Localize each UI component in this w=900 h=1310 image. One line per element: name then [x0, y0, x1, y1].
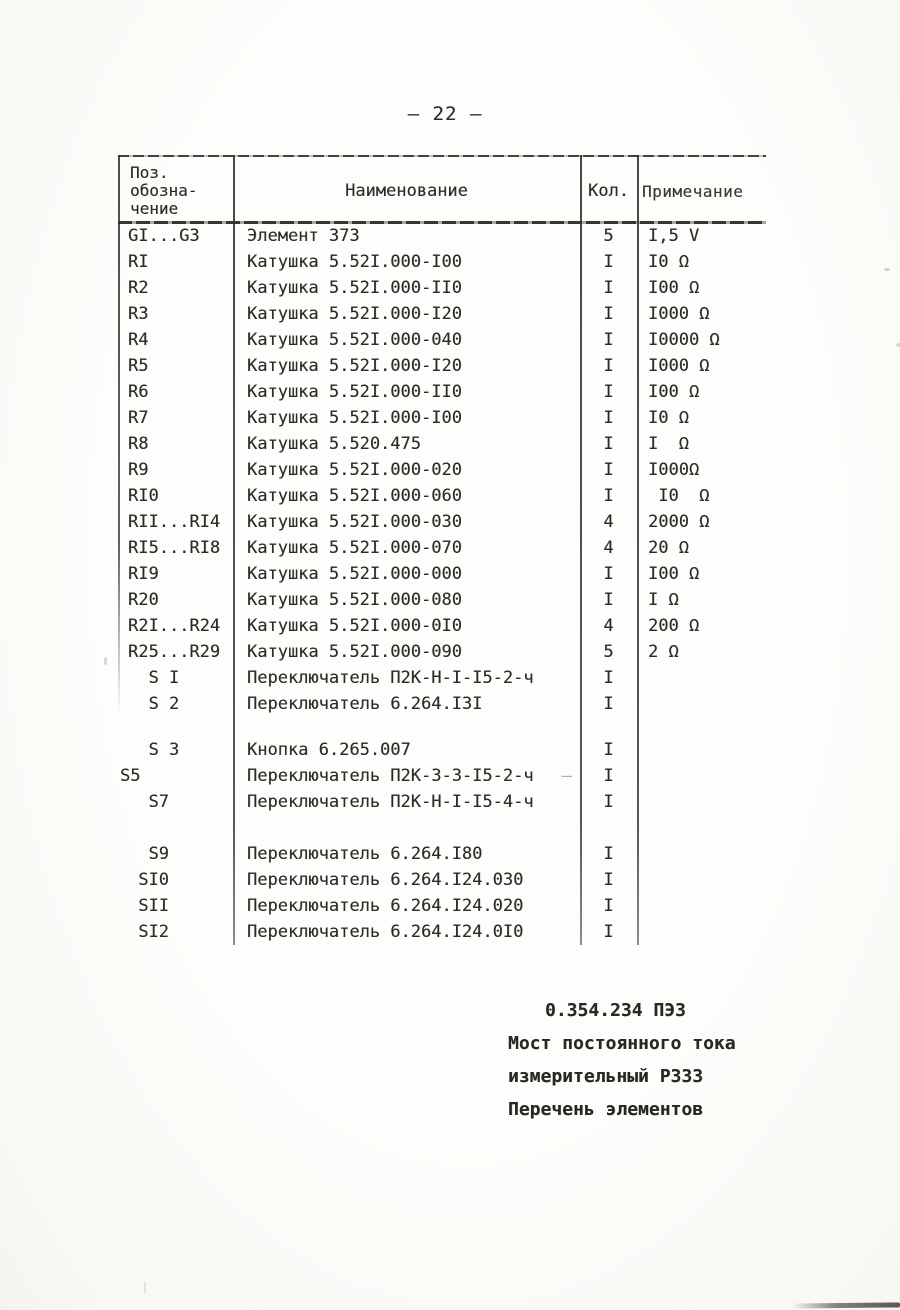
row-pos-designator: S9	[128, 844, 169, 864]
row-name: Катушка 5.52I.000-070	[247, 538, 462, 558]
parts-list-table	[118, 155, 766, 945]
row-name: Катушка 5.52I.000-080	[247, 590, 462, 610]
row-qty: I	[603, 668, 614, 688]
scan-speck	[896, 343, 900, 347]
row-qty: I	[603, 460, 614, 480]
table-row	[118, 535, 766, 561]
table-row	[118, 509, 766, 535]
row-qty: I	[603, 844, 614, 864]
row-name: Переключатель 6.264.I24.030	[247, 870, 524, 890]
row-pos-designator: SI2	[128, 922, 169, 942]
table-row	[118, 301, 766, 327]
row-note	[637, 789, 648, 815]
row-name: Переключатель П2К-3-3-I5-2-ч –	[233, 763, 580, 789]
row-pos-designator: R20	[128, 590, 159, 610]
row-pos-designator: RI0	[128, 486, 159, 506]
table-row	[118, 737, 766, 763]
row-pos-designator: R2	[128, 278, 149, 298]
table-row	[118, 665, 766, 691]
row-note	[637, 665, 648, 691]
row-qty: 4	[603, 616, 614, 636]
row-pos-designator: RI9	[128, 564, 159, 584]
row-note	[637, 867, 648, 893]
row-note	[637, 763, 648, 789]
row-qty: I	[603, 590, 614, 610]
table-row	[118, 457, 766, 483]
row-note: 200 Ω	[648, 616, 700, 636]
row-name: Катушка 5.52I.000-I20	[247, 356, 462, 376]
table-row	[118, 405, 766, 431]
row-pos-designator: SII	[128, 896, 169, 916]
row-pos-designator: RI5...RI8	[128, 538, 221, 558]
table-row	[118, 789, 766, 815]
table-row	[118, 893, 766, 919]
column-header-name: Наименование	[345, 181, 468, 201]
row-name: Катушка 5.52I.000-I00	[247, 408, 462, 428]
row-note: I00 Ω	[648, 382, 700, 402]
row-note: I0 Ω	[648, 486, 710, 506]
row-name: Переключатель 6.264.I3I	[247, 694, 483, 714]
table-row	[118, 639, 766, 665]
row-qty: I	[603, 792, 614, 812]
row-name: Переключатель П2К-Н-I-I5-2-ч	[247, 668, 534, 688]
row-note: I000 Ω	[648, 356, 710, 376]
document-title-line2: измерительный Р333	[508, 1066, 704, 1087]
row-pos-designator: R9	[128, 460, 149, 480]
row-pos-designator: S 2	[128, 694, 180, 714]
scan-speck	[144, 1282, 146, 1293]
column-header-pos-designator	[130, 164, 197, 218]
row-name: Катушка 5.52I.000-060	[247, 486, 462, 506]
row-note: I00 Ω	[648, 278, 700, 298]
row-pos-designator: R5	[128, 356, 149, 376]
row-qty: 4	[603, 512, 614, 532]
table-row	[118, 841, 766, 867]
column-header-pos-line1: Поз.	[130, 163, 169, 182]
row-qty: I	[603, 382, 614, 402]
row-pos-designator: R4	[128, 330, 149, 350]
row-note: 2 Ω	[648, 642, 679, 662]
document-title-line3: Перечень элементов	[508, 1099, 704, 1120]
row-pos-designator: RI	[128, 252, 149, 272]
row-name: Катушка 5.520.475	[247, 434, 421, 454]
table-row	[118, 379, 766, 405]
row-qty: I	[603, 252, 614, 272]
row-pos-designator: R3	[128, 304, 149, 324]
row-name: Переключатель П2К-Н-I-I5-4-ч	[247, 792, 534, 812]
column-header-pos-line2: обозна-	[130, 181, 198, 200]
row-qty: I	[603, 278, 614, 298]
column-header-qty: Кол.	[588, 181, 629, 201]
row-note	[637, 919, 648, 945]
row-note: I000 Ω	[648, 304, 710, 324]
row-pos-designator: RII...RI4	[128, 512, 221, 532]
table-row	[118, 561, 766, 587]
table-row	[118, 327, 766, 353]
row-name: Катушка 5.52I.000-II0	[247, 278, 462, 298]
row-name: Катушка 5.52I.000-030	[247, 512, 462, 532]
row-note: 2000 Ω	[648, 512, 710, 532]
table-row	[118, 867, 766, 893]
table-top-border	[118, 155, 766, 157]
row-pos-designator: R25...R29	[128, 642, 221, 662]
row-name: Элемент 373	[247, 226, 360, 246]
row-qty: 5	[603, 226, 614, 246]
table-row	[118, 483, 766, 509]
document-code: 0.354.234 ПЭЗ	[545, 1000, 686, 1021]
column-header-note: Примечание	[642, 182, 744, 201]
row-name: Катушка 5.52I.000-040	[247, 330, 462, 350]
row-name: Катушка 5.52I.000-I00	[247, 252, 462, 272]
row-note: I0000 Ω	[648, 330, 720, 350]
row-name: Катушка 5.52I.000-000	[247, 564, 462, 584]
row-qty: I	[603, 922, 614, 942]
row-pos-designator: R6	[128, 382, 149, 402]
row-pos-designator: SI0	[128, 870, 169, 890]
row-qty: I	[603, 356, 614, 376]
row-note: I00 Ω	[648, 564, 700, 584]
page-number: – 22 –	[407, 103, 483, 125]
row-name: Катушка 5.52I.000-0I0	[247, 616, 462, 636]
row-note: I000Ω	[648, 460, 700, 480]
row-pos-designator: S5	[120, 766, 141, 786]
document-title-line1: Мост постоянного тока	[508, 1033, 736, 1054]
row-note	[637, 893, 648, 919]
row-note	[637, 841, 648, 867]
table-row	[118, 249, 766, 275]
row-name: Кнопка 6.265.007	[247, 740, 411, 760]
table-row	[118, 691, 766, 717]
row-note: I0 Ω	[648, 408, 689, 428]
row-pos-designator: R7	[128, 408, 149, 428]
row-qty: I	[603, 870, 614, 890]
row-note: I0 Ω	[648, 252, 689, 272]
row-qty: I	[603, 408, 614, 428]
row-qty: I	[603, 486, 614, 506]
row-note	[637, 737, 648, 763]
scan-speck	[104, 657, 107, 665]
row-qty: 5	[603, 642, 614, 662]
row-note: 20 Ω	[648, 538, 689, 558]
row-name: Переключатель 6.264.I80	[247, 844, 483, 864]
row-name: Катушка 5.52I.000-090	[247, 642, 462, 662]
row-name: Катушка 5.52I.000-I20	[247, 304, 462, 324]
row-pos-designator: S7	[128, 792, 169, 812]
row-note: I Ω	[648, 590, 679, 610]
row-qty: I	[603, 434, 614, 454]
row-qty: 4	[603, 538, 614, 558]
row-qty: I	[603, 564, 614, 584]
table-rows	[118, 223, 766, 945]
row-pos-designator: R2I...R24	[128, 616, 221, 636]
table-row	[118, 431, 766, 457]
scan-edge-smudge	[792, 1302, 900, 1308]
row-pos-designator: S 3	[128, 740, 180, 760]
pencil-mark: –	[561, 766, 572, 786]
row-pos-designator: GI...G3	[128, 226, 200, 246]
scan-speck	[884, 268, 890, 271]
row-qty: I	[603, 896, 614, 916]
row-pos-designator: S I	[128, 668, 180, 688]
table-row	[118, 223, 766, 249]
table-row	[118, 353, 766, 379]
row-pos-designator: R8	[128, 434, 149, 454]
row-note: I,5 V	[648, 226, 700, 246]
row-note	[637, 691, 648, 717]
table-row	[118, 613, 766, 639]
table-row	[118, 919, 766, 945]
row-name: Катушка 5.52I.000-020	[247, 460, 462, 480]
row-note: I Ω	[648, 434, 689, 454]
column-header-pos-line3: чение	[130, 199, 179, 218]
row-name: Переключатель 6.264.I24.0I0	[247, 922, 524, 942]
row-qty: I	[603, 694, 614, 714]
row-name: Катушка 5.52I.000-II0	[247, 382, 462, 402]
table-row	[118, 275, 766, 301]
row-name: Переключатель 6.264.I24.020	[247, 896, 524, 916]
row-qty: I	[603, 766, 614, 786]
row-qty: I	[603, 330, 614, 350]
title-block	[508, 994, 736, 1126]
table-row	[118, 587, 766, 613]
row-qty: I	[603, 304, 614, 324]
table-row	[118, 763, 766, 789]
row-qty: I	[603, 740, 614, 760]
